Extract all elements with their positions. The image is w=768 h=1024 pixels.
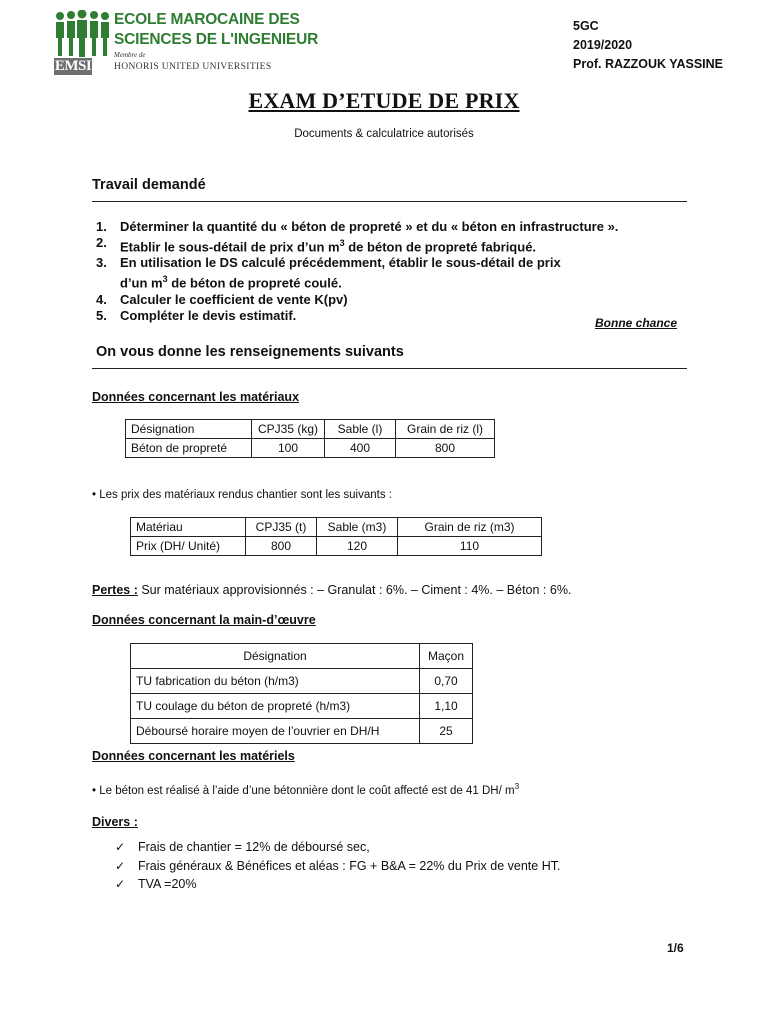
class-label: 5GC — [573, 19, 599, 33]
table-row — [131, 537, 542, 556]
table-row — [131, 694, 473, 719]
pertes-label: Pertes : — [92, 583, 138, 597]
check-icon: ✓ — [115, 840, 126, 854]
pertes-line — [92, 583, 571, 597]
closing-note: Bonne chance — [595, 316, 678, 330]
people-silhouettes-icon — [54, 10, 112, 58]
list-item-continuation: d’un $m^3$ de béton de propreté coulé. — [120, 274, 342, 291]
page-number: 1/6 — [667, 941, 684, 955]
table-cell: TU fabrication du béton (h/m3) — [131, 669, 420, 694]
table-header: CPJ35 (t) — [246, 518, 317, 537]
table-cell: 100 — [252, 439, 325, 458]
table-header: Matériau — [131, 518, 246, 537]
table-cell: 400 — [325, 439, 396, 458]
materials-price-table — [130, 517, 542, 556]
table-cell: Béton de propreté — [126, 439, 252, 458]
header-info — [573, 17, 723, 74]
table-cell: TU coulage du béton de propreté (h/m3) — [131, 694, 420, 719]
materiels-heading: Données concernant les matériels — [92, 749, 295, 763]
materiaux-heading: Données concernant les matériaux — [92, 390, 300, 404]
exam-title: EXAM D’ETUDE DE PRIX — [248, 88, 520, 113]
table-header: Grain de riz (m3) — [398, 518, 542, 537]
table-cell: 0,70 — [420, 669, 473, 694]
table-header: Sable (l) — [325, 420, 396, 439]
table-cell: 1,10 — [420, 694, 473, 719]
list-item: ✓ TVA =20% — [115, 875, 560, 894]
list-item: ✓ Frais de chantier = 12% de déboursé sec, — [115, 838, 560, 857]
table-cell: 800 — [246, 537, 317, 556]
table-header-row — [131, 518, 542, 537]
logo-text-line1: ECOLE MAROCAINE DES — [114, 11, 300, 28]
table-row — [131, 719, 473, 744]
main-oeuvre-heading: Données concernant la main-d’œuvre — [92, 613, 316, 627]
table-cell: 800 — [396, 439, 495, 458]
table-header: Désignation — [126, 420, 252, 439]
list-item: 1. Déterminer la quantité du « béton de propreté » et du « béton en infrastructure ». — [96, 219, 619, 234]
list-item: 3. En utilisation le DS calculé précédemment, établir le sous-détail de prix — [96, 255, 561, 271]
section-heading-renseignements: On vous donne les renseignements suivants — [96, 344, 404, 360]
logo-text-line2: SCIENCES DE L'INGENIEUR — [114, 31, 319, 48]
year-label: 2019/2020 — [573, 38, 633, 52]
table-header: CPJ35 (kg) — [252, 420, 325, 439]
professor-label: Prof. RAZZOUK YASSINE — [573, 57, 724, 71]
labor-table — [130, 643, 473, 744]
logo-member: Membre de — [114, 51, 146, 59]
table-header-row — [131, 644, 473, 669]
list-item: ✓ Frais généraux & Bénéfices et aléas : FG + B&A = 22% du Prix de vente HT. — [115, 857, 560, 876]
logo-honoris: HONORIS UNITED UNIVERSITIES — [114, 62, 272, 72]
materials-price-note: • Les prix des matériaux rendus chantier sont les suivants : — [92, 489, 392, 501]
table-header: Sable (m3) — [317, 518, 398, 537]
table-header: Grain de riz (l) — [396, 420, 495, 439]
check-icon: ✓ — [115, 877, 126, 891]
table-header: Désignation — [131, 644, 420, 669]
table-row — [131, 669, 473, 694]
list-item: 2. Etablir le sous-détail de prix d’un $m^3$ de béton de propreté fabriqué. — [96, 235, 537, 255]
table-cell: 110 — [398, 537, 542, 556]
divers-list — [115, 838, 560, 894]
table-cell: Déboursé horaire moyen de l’ouvrier en DH/H — [131, 719, 420, 744]
table-cell: 25 — [420, 719, 473, 744]
materials-quantity-table — [125, 419, 495, 458]
task-list — [96, 219, 618, 324]
emsi-logo-badge: EMSI — [54, 58, 92, 74]
table-row — [126, 439, 495, 458]
section-heading-travail: Travail demandé — [92, 177, 206, 193]
table-cell: 120 — [317, 537, 398, 556]
school-logo — [54, 10, 319, 80]
table-header-row — [126, 420, 495, 439]
list-item: 4. Calculer le coefficient de vente K(pv) — [96, 291, 348, 307]
divider — [92, 368, 687, 369]
divers-heading: Divers : — [92, 815, 138, 829]
table-cell: Prix (DH/ Unité) — [131, 537, 246, 556]
exam-subtitle: Documents & calculatrice autorisés — [294, 128, 474, 140]
check-icon: ✓ — [115, 858, 126, 873]
table-header: Maçon — [420, 644, 473, 669]
divider — [92, 201, 687, 202]
materiels-note: • Le béton est réalisé à l’aide d’une bétonnière dont le coût affecté est de 41 DH/ $m^3$ — [92, 782, 520, 797]
list-item: 5. Compléter le devis estimatif. — [96, 307, 297, 323]
pertes-text: Sur matériaux approvisionnés : – Granulat : 6%. – Ciment : 4%. – Béton : 6%. — [137, 583, 572, 597]
